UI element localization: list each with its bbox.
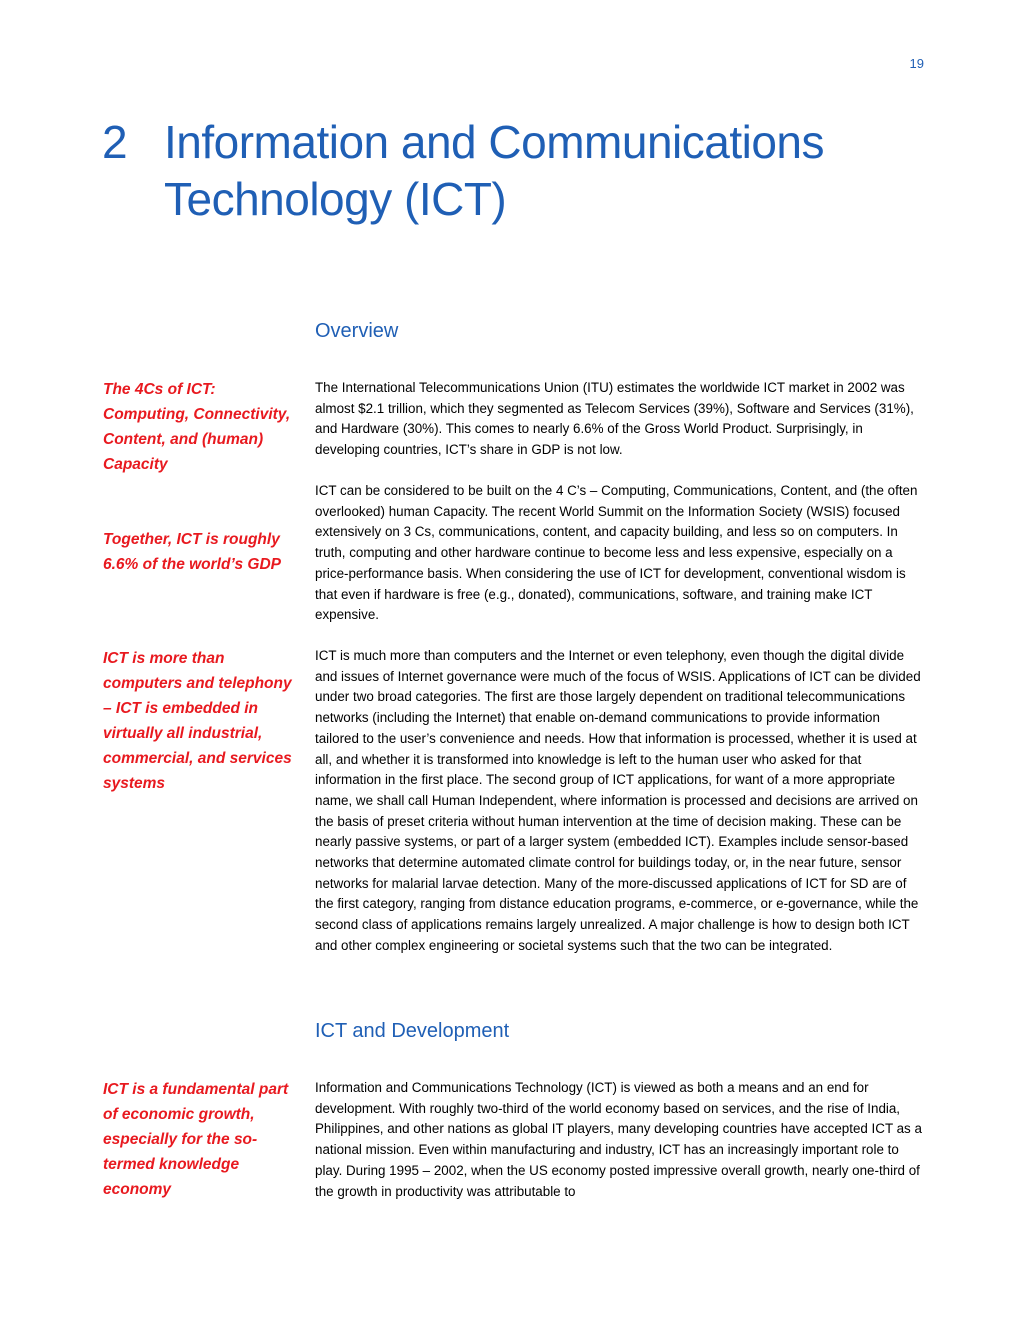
section-heading-overview: Overview (315, 320, 399, 342)
margin-callout: ICT is a fundamental part of economic growth, especially for the so-termed knowledge economy (103, 1081, 289, 1198)
body-paragraph: ICT is much more than computers and the Internet or even telephony, even though the digital divide and issues of Internet governance were much of the focus of WSIS. Applications of ICT can be divided under two broad categories. The first are those largely dependent on traditional telecommunications networks (including the Internet) that enable on-demand communications to provide information tailored to the user’s convenience and needs. How that information is processed, whether it is used at all, and whether it is transformed into knowledge is left to the human user who asked for that information in the first place. The second group of ICT applications, for want of a more appropriate name, we shall call Human Independent, where information is processed and decisions are arrived on the basis of preset criteria without human intervention at the time of decision making. These can be nearly passive systems, or part of a larger system (embedded ICT). Examples include sensor-based networks that determine automated climate control for buildings today, or, in the near future, sensor networks for malarial larvae detection. Many of the more-discussed applications of ICT for SD are of the first category, ranging from distance education programs, e-commerce, or e-governance, while the second class of applications remains largely unrealized. A major challenge is how to design both ICT and other complex engineering or societal systems such that the two can be integrated. (315, 648, 921, 953)
margin-callout: Together, ICT is roughly 6.6% of the world’s GDP (103, 531, 282, 573)
section-heading-ict-development: ICT and Development (315, 1020, 510, 1042)
body-paragraph: ICT can be considered to be built on the 4 C’s – Computing, Communications, Content, and (the often overlooked) human Capacity. The recent World Summit on the Information Society (WSIS) focused extensively on 3 Cs, communications, content, and capacity building, and less so on computers. In truth, computing and other hardware continue to become less and less expensive, especially on a price-performance basis. When considering the use of ICT for development, conventional wisdom is that even if hardware is free (e.g., donated), communications, software, and training make ICT expensive. (315, 483, 918, 623)
chapter-title (102, 114, 922, 228)
margin-callout: ICT is more than computers and telephony – ICT is embedded in virtually all industrial, commercial, and services systems (103, 650, 292, 792)
chapter-number: 2 (102, 116, 128, 168)
body-paragraph: Information and Communications Technology (ICT) is viewed as both a means and an end for development. With roughly two-third of the world economy based on services, and the rise of India, Philippines, and other nations as global IT players, many developing countries have accepted ICT as a national mission. Even within manufacturing and industry, ICT has an increasingly important role to play. During 1995 – 2002, when the US economy posted impressive overall growth, nearly one-third of the growth in productivity was attributable to (315, 1080, 922, 1199)
chapter-title-text: Information and Communications Technology (ICT) (164, 116, 824, 225)
margin-callout: The 4Cs of ICT: Computing, Connectivity, Content, and (human) Capacity (103, 381, 291, 473)
body-paragraph: The International Telecommunications Union (ITU) estimates the worldwide ICT market in 2002 was almost $2.1 trillion, which they segmented as Telecom Services (39%), Software and Services (31%), and Hardware (30%). This comes to nearly 6.6% of the Gross World Product. Surprisingly, in developing countries, ICT’s share in GDP is not low. (315, 380, 914, 458)
page-number: 19 (909, 56, 924, 71)
